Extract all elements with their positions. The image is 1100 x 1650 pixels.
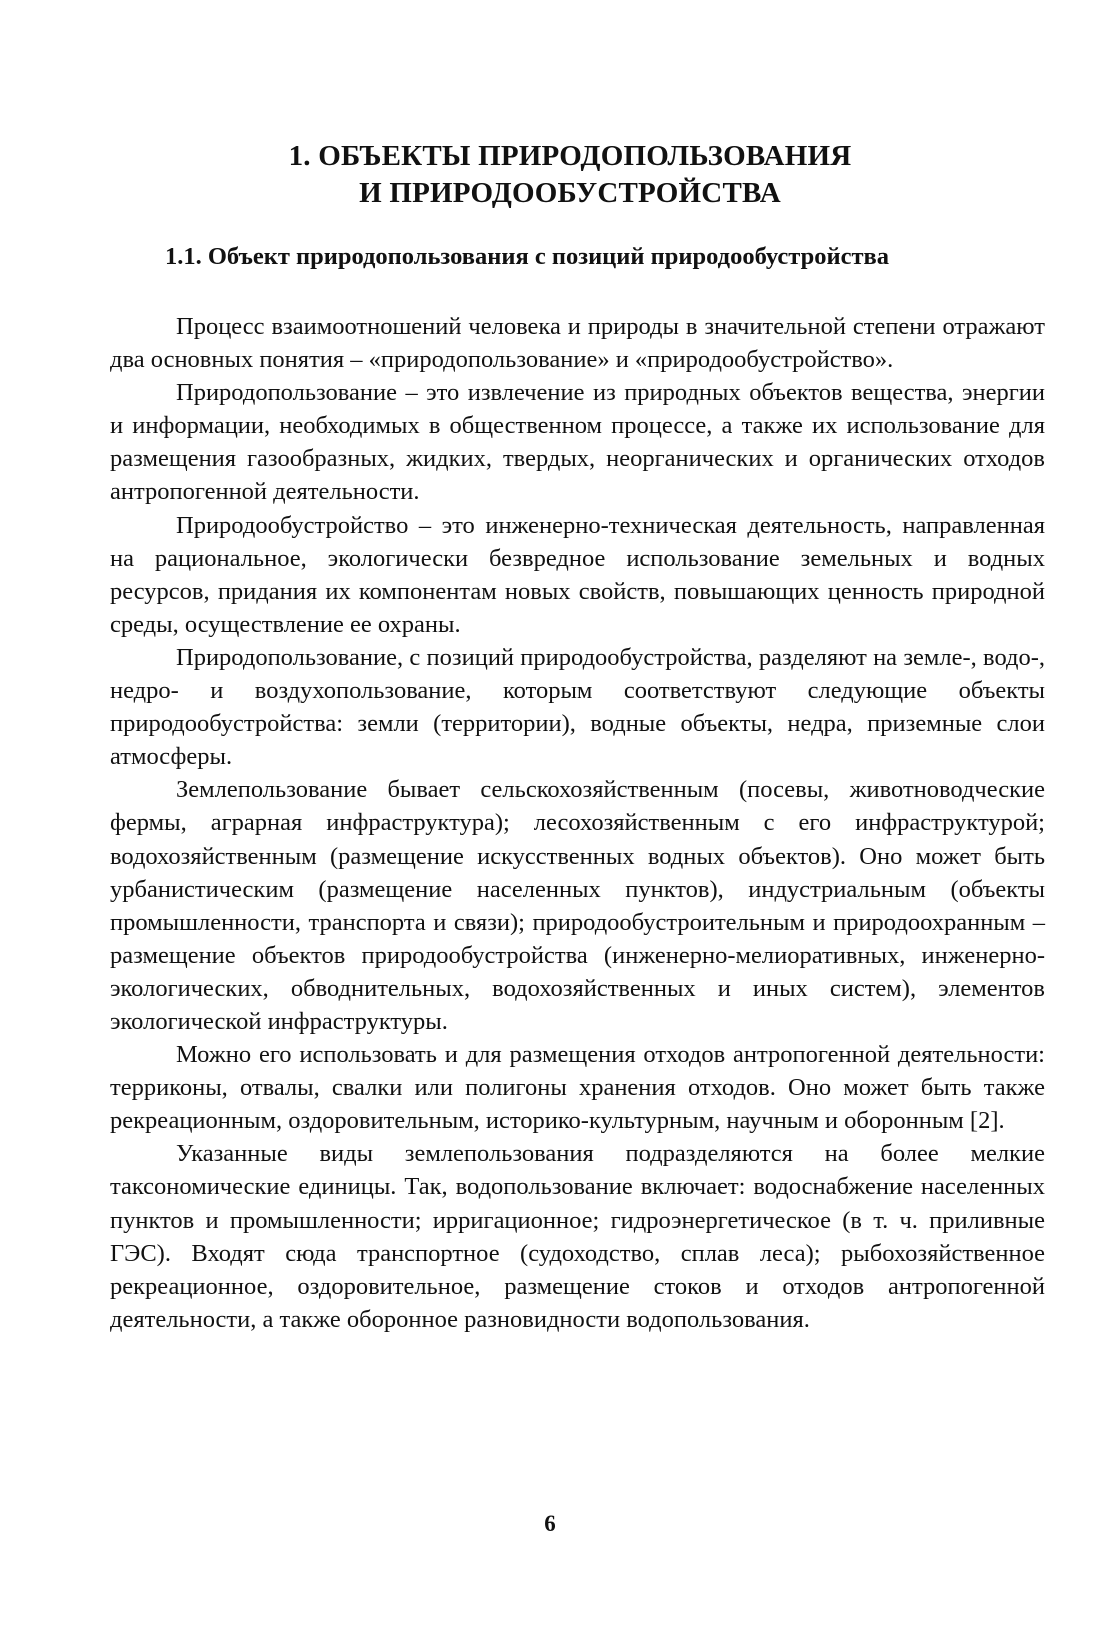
paragraph: Можно его использовать и для размещения отходов антропогенной деятельности: терриконы, отвалы, свалки или полигоны хранения отходов. Оно может быть также рекреационным, оздоровительным, историко-культурным, научным и оборонным [2]. <box>110 1041 1045 1135</box>
paragraph: Указанные виды землепользования подразделяются на более мелкие таксономические единицы. Так, водопользование включает: водоснабжение населенных пунктов и промышленности; ирригационное; гидроэнергетическое (в т. ч. приливные ГЭС). Входят сюда транспортное (судоходство, сплав леса); рыбохозяйственное рекреационное, оздоровительное, размещение стоков и отходов антропогенной деятельности, а также оборонное разновидности водопользования. <box>110 1140 1045 1333</box>
page-number: 6 <box>544 1511 556 1536</box>
paragraph: Природообустройство – это инженерно-техническая деятельность, направленная на рациональное, экологически безвредное использование земельных и водных ресурсов, придания их компонентам новых свойств, повышающих ценность природной среды, осуществление ее охраны. <box>110 511 1045 638</box>
chapter-title-line-2: И ПРИРОДООБУСТРОЙСТВА <box>359 177 781 209</box>
chapter-title-line-1: 1. ОБЪЕКТЫ ПРИРОДОПОЛЬЗОВАНИЯ <box>288 140 852 172</box>
chapter-title <box>110 138 1030 212</box>
section-title: 1.1. Объект природопользования с позиций природообустройства <box>165 243 889 270</box>
paragraph: Землепользование бывает сельскохозяйственным (посевы, животноводческие фермы, аграрная инфраструктура); лесохозяйственным с его инфраструктурой; водохозяйственным (размещение искусственных водных объектов). Оно может быть урбанистическим (размещение населенных пунктов), индустриальным (объекты промышленности, транспорта и связи); природообустроительным и природоохранным – размещение объектов природообустройства (инженерно-мелиоративных, инженерно-экологических, обводнительных, водохозяйственных и иных систем), элементов экологической инфраструктуры. <box>110 776 1045 1035</box>
paragraph: Природопользование – это извлечение из природных объектов вещества, энергии и информации, необходимых в общественном процессе, а также их использование для размещения газообразных, жидких, твердых, неорганических и органических отходов антропогенной деятельности. <box>110 379 1045 506</box>
paragraph: Природопользование, с позиций природообустройства, разделяют на земле-, водо-, недро- и воздухопользование, которым соответствуют следующие объекты природообустройства: земли (территории), водные объекты, недра, приземные слои атмосферы. <box>110 643 1045 771</box>
body-text <box>110 310 1045 1336</box>
paragraph: Процесс взаимоотношений человека и природы в значительной степени отражают два основных понятия – «природопользование» и «природообустройство». <box>110 313 1045 374</box>
